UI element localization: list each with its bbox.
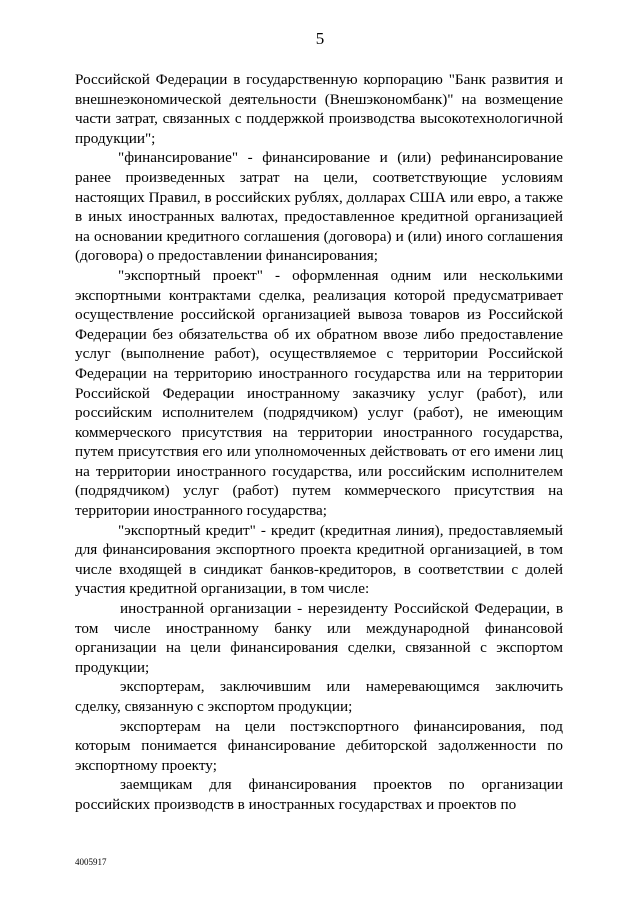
list-item-exporters: экспортерам, заключившим или намеревающимся заключить сделку, связанную с экспортом продукции; [75,678,563,715]
paragraph-continuation: Российской Федерации в государственную корпорацию "Банк развития и внешнеэкономической деятельности (Внешэкономбанк)" на возмещение части затрат, связанных с поддержкой производства высокотехнологичной продукции"; [75,71,563,147]
document-code: 4005917 [75,857,107,867]
definition-export-credit: "экспортный кредит" - кредит (кредитная линия), предоставляемый для финансирования экспортного проекта кредитной организацией, в том числе входящей в синдикат банков-кредиторов, в соответствии с долей участия кредитной организации, в том числе: [75,521,563,598]
list-item-borrowers: заемщикам для финансирования проектов по организации российских производств в иностранных государствах и проектов по [75,776,563,813]
page-number: 5 [315,29,325,48]
document-body [75,70,563,815]
definition-export-project: "экспортный проект" - оформленная одним или несколькими экспортными контрактами сделка, реализация которой предусматривает осуществление российской организацией вывоза товаров из Российской Федерации без обязательства об их обратном ввозе либо предоставление услуг (выполнение работ), осуществляемое с территории Российской Федерации на территорию иностранного государства или на территории Российской Федерации иностранному заказчику услуг (работ), или российским исполнителем (подрядчиком) услуг (работ), не имеющим коммерческого присутствия на территории иностранного государства, путем присутствия его или уполномоченных действовать от его имени лиц на территории иностранного государства, или российским исполнителем (подрядчиком) услуг (работ) путем коммерческого присутствия на территории иностранного государства; [75,266,563,520]
list-item-post-export-financing: экспортерам на цели постэкспортного финансирования, под которым понимается финансирование дебиторской задолженности по экспортному проекту; [75,717,563,774]
definition-financing: "финансирование" - финансирование и (или) рефинансирование ранее произведенных затрат на цели, соответствующие условиям настоящих Правил, в российских рублях, долларах США или евро, а также в иных иностранных валютах, предоставленное кредитной организацией на основании кредитного соглашения (договора) и (или) иного соглашения (договора) о предоставлении финансирования; [75,149,563,265]
list-item-foreign-organization: иностранной организации - нерезиденту Российской Федерации, в том числе иностранному банку или международной финансовой организации на цели финансирования сделки, связанной с экспортом продукции; [75,600,563,676]
